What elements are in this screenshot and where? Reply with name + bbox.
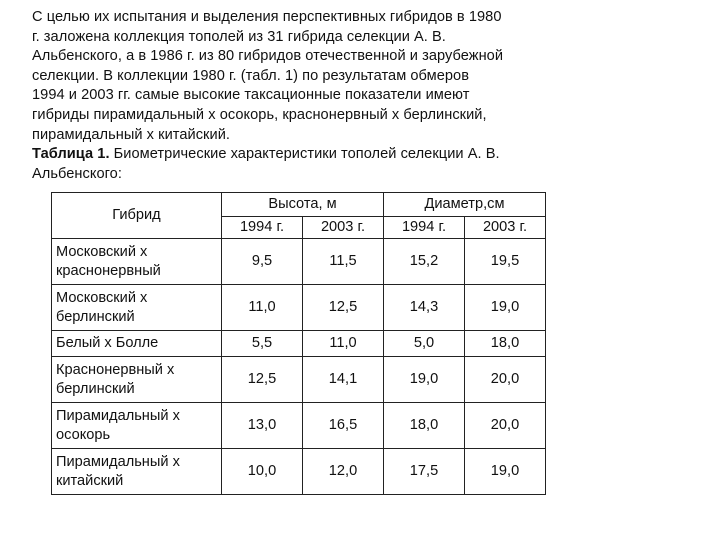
table-row [52,403,546,449]
table-caption-label: Таблица 1. [32,146,110,163]
header-height: Высота, м [222,193,384,217]
value-cell: 10,0 [222,449,303,495]
value-cell: 12,5 [303,285,384,331]
value-cell: 14,3 [384,285,465,331]
intro-line: селекции. В коллекции 1980 г. (табл. 1) по результатам обмеров [32,67,470,84]
table-caption-text-cont: Альбенского: [32,165,122,182]
hybrid-name-cell [52,331,222,357]
header-year: 1994 г. [222,217,303,239]
value-cell: 20,0 [465,357,546,403]
value-cell: 20,0 [465,403,546,449]
header-diameter: Диаметр,см [384,193,546,217]
table-header-row [52,193,546,217]
biometrics-table [51,192,546,495]
intro-line: пирамидальный х китайский. [32,126,230,143]
intro-line: 1994 и 2003 гг. самые высокие таксационные показатели имеют [32,87,470,104]
value-cell: 12,0 [303,449,384,495]
value-cell: 9,5 [222,239,303,285]
intro-line: Альбенского, а в 1986 г. из 80 гибридов отечественной и зарубежной [32,48,504,65]
hybrid-name-cell [52,403,222,449]
table-row [52,331,546,357]
hybrid-name: Московский х [56,243,148,260]
intro-text [32,8,552,184]
value-cell: 11,0 [303,331,384,357]
value-cell: 11,5 [303,239,384,285]
hybrid-name-cell [52,285,222,331]
header-year: 2003 г. [303,217,384,239]
value-cell: 11,0 [222,285,303,331]
hybrid-name-cell [52,449,222,495]
value-cell: 5,5 [222,331,303,357]
value-cell: 18,0 [384,403,465,449]
value-cell: 18,0 [465,331,546,357]
hybrid-name-cell [52,357,222,403]
intro-line: С целью их испытания и выделения перспективных гибридов в 1980 [32,9,502,25]
value-cell: 15,2 [384,239,465,285]
table-caption-text: Биометрические характеристики тополей селекции А. В. [109,146,500,163]
header-year: 2003 г. [465,217,546,239]
table-caption [32,145,552,165]
hybrid-name: осокорь [56,426,111,443]
hybrid-name-cell [52,239,222,285]
table-row [52,239,546,285]
value-cell: 19,0 [465,285,546,331]
value-cell: 14,1 [303,357,384,403]
value-cell: 16,5 [303,403,384,449]
intro-line: гибриды пирамидальный х осокорь, краснонервный х берлинский, [32,106,487,123]
value-cell: 19,0 [384,357,465,403]
header-hybrid: Гибрид [52,193,222,239]
hybrid-name: Белый х Болле [56,335,159,351]
hybrid-name: Пирамидальный х [56,407,180,424]
header-year: 1994 г. [384,217,465,239]
value-cell: 17,5 [384,449,465,495]
hybrid-name: берлинский [56,308,135,325]
value-cell: 19,5 [465,239,546,285]
hybrid-name: Пирамидальный х [56,453,180,470]
table-row [52,449,546,495]
value-cell: 12,5 [222,357,303,403]
table-row [52,357,546,403]
value-cell: 13,0 [222,403,303,449]
hybrid-name: краснонервный [56,262,161,279]
hybrid-name: Московский х [56,289,148,306]
hybrid-name: Краснонервный х [56,361,175,378]
hybrid-name: китайский [56,472,124,489]
value-cell: 19,0 [465,449,546,495]
hybrid-name: берлинский [56,380,135,397]
intro-line: г. заложена коллекция тополей из 31 гибрида селекции А. В. [32,28,446,45]
table-row [52,285,546,331]
value-cell: 5,0 [384,331,465,357]
